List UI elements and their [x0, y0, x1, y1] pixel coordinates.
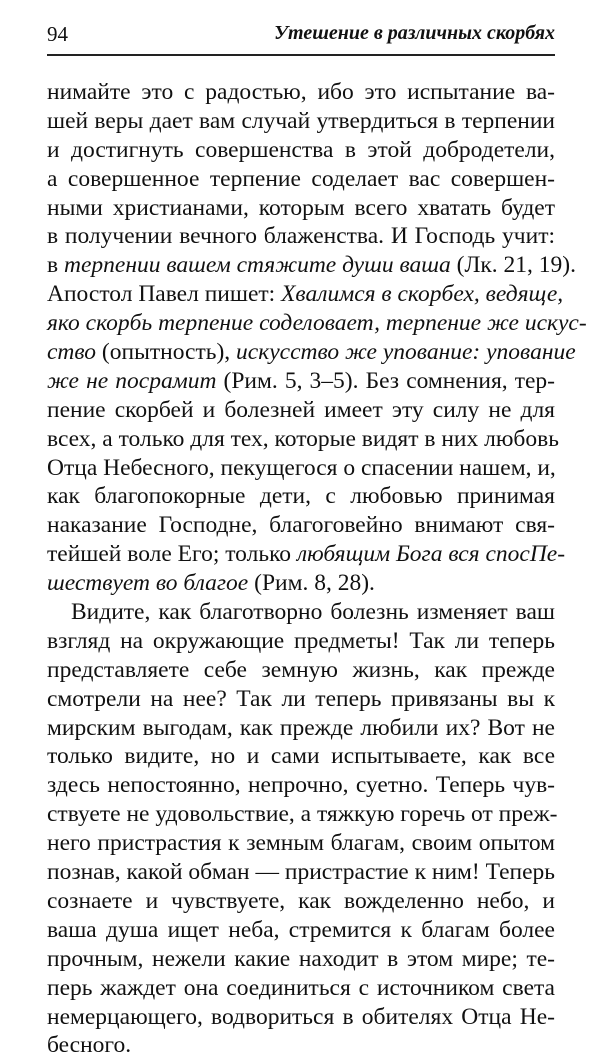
paragraph	[47, 78, 587, 598]
text-line	[47, 107, 555, 136]
text-span: сознаете и чувствуете, как вожделенно небо, и	[47, 887, 555, 914]
text-span: бесного.	[47, 1032, 132, 1059]
text-span: него пристрастия к земным благам, своим опытом	[47, 830, 555, 857]
text-span: только видите, но и сами испытываете, как все	[47, 743, 555, 770]
text-span: (Лк. 21, 19).	[450, 252, 577, 279]
text-line	[47, 454, 555, 483]
text-span: здесь непостоянно, непрочно, суетно. Теперь чув-	[47, 772, 555, 799]
text-span: наказание Господне, благоговейно внимают свя-	[47, 512, 555, 539]
text-line	[47, 194, 555, 223]
text-span: немерцающего, водвориться в обителях Отца Не-	[47, 1003, 555, 1030]
text-span: Апостол Павел пишет:	[47, 281, 282, 308]
text-line	[47, 598, 555, 627]
text-span: познав, какой обман — пристрастие к ним! Теперь	[47, 859, 555, 886]
text-span: и достигнуть совершенства в этой добродетели,	[47, 136, 555, 163]
text-line	[47, 165, 555, 194]
text-line	[47, 425, 559, 454]
text-line	[47, 771, 555, 800]
text-span: а совершенное терпение соделает вас совершен-	[47, 165, 555, 192]
text-line	[47, 974, 555, 1003]
text-span: шей веры дает вам случай утвердиться в терпении	[47, 107, 555, 134]
text-line	[47, 916, 555, 945]
text-line	[47, 887, 555, 916]
text-span: прочным, нежели какие находит в этом мире; те-	[47, 945, 555, 972]
text-line	[47, 482, 555, 511]
text-line	[47, 685, 555, 714]
italic-quote: терпении вашем стяжите души ваша	[63, 252, 451, 279]
text-line	[47, 569, 555, 598]
text-span: Видите, как благотворно болезнь изменяет ваш	[71, 599, 555, 626]
text-span: в получении вечного блаженства. И Господь учит:	[47, 223, 555, 250]
text-line	[47, 1031, 555, 1060]
text-line	[47, 367, 555, 396]
text-span: смотрели на нее? Так ли теперь привязаны вы к	[47, 685, 555, 712]
text-span: всех, а только для тех, которые видят в них любовь	[47, 425, 559, 452]
italic-quote: ство	[47, 339, 97, 366]
text-line	[47, 309, 587, 338]
text-line	[47, 742, 555, 771]
text-line	[47, 280, 564, 309]
text-line	[47, 78, 555, 107]
text-line	[47, 656, 555, 685]
text-span: взгляд на окружающие предметы! Так ли теперь	[47, 627, 555, 654]
text-span: (Рим. 5, 3–5). Без сомнения, тер-	[216, 367, 556, 394]
running-title: Утешение в различных скорбях	[274, 22, 555, 44]
italic-quote: любящим Бога вся спосПе-	[296, 541, 566, 568]
text-span: (опытность),	[96, 339, 237, 366]
paragraph	[47, 598, 558, 1060]
text-line	[47, 511, 555, 540]
italic-quote: искусство же упование: упование	[236, 339, 576, 366]
text-line	[47, 251, 577, 280]
text-line	[47, 136, 555, 165]
italic-quote: яко скорбь терпение соделовает, терпение же искус-	[47, 310, 587, 337]
text-span: в	[47, 252, 64, 279]
italic-quote: же не посрамит	[47, 367, 217, 394]
text-line	[47, 1003, 555, 1032]
text-span: (Рим. 8, 28).	[248, 570, 375, 597]
text-line	[47, 222, 555, 251]
text-span: тейшей воле Его; только	[47, 541, 297, 568]
italic-quote: шествует во благое	[47, 570, 249, 597]
text-span: как благопокорные дети, с любовью принимая	[47, 483, 555, 510]
text-span: пение скорбей и болезней имеет эту силу не для	[47, 396, 555, 423]
text-line	[47, 714, 555, 743]
text-span: представляете себе земную жизнь, как прежде	[47, 656, 555, 683]
text-line	[47, 540, 566, 569]
text-span: мирским выгодам, как прежде любили их? Вот не	[47, 714, 555, 741]
text-line	[47, 627, 555, 656]
text-span: ваша душа ищет неба, стремится к благам более	[47, 916, 555, 943]
text-line	[47, 338, 576, 367]
text-line	[47, 396, 555, 425]
text-line	[47, 945, 555, 974]
italic-quote: Хвалимся в скорбех, ведяще,	[281, 281, 564, 308]
text-line	[47, 858, 555, 887]
text-line	[47, 829, 555, 858]
page-number: 94	[47, 22, 68, 46]
text-span: Отца Небесного, пекущегося о спасении нашем, и,	[47, 454, 556, 481]
text-span: нимайте это с радостью, ибо это испытание ва-	[47, 79, 555, 105]
page-header	[47, 20, 555, 56]
text-span: перь жаждет она соединиться с источником света	[47, 974, 555, 1001]
text-span: ными христианами, которым всего хватать будет	[47, 194, 555, 221]
text-span: ствуете не удовольствие, а тяжкую горечь от преж-	[47, 801, 558, 828]
text-line	[47, 800, 558, 829]
page-body	[47, 78, 587, 1060]
